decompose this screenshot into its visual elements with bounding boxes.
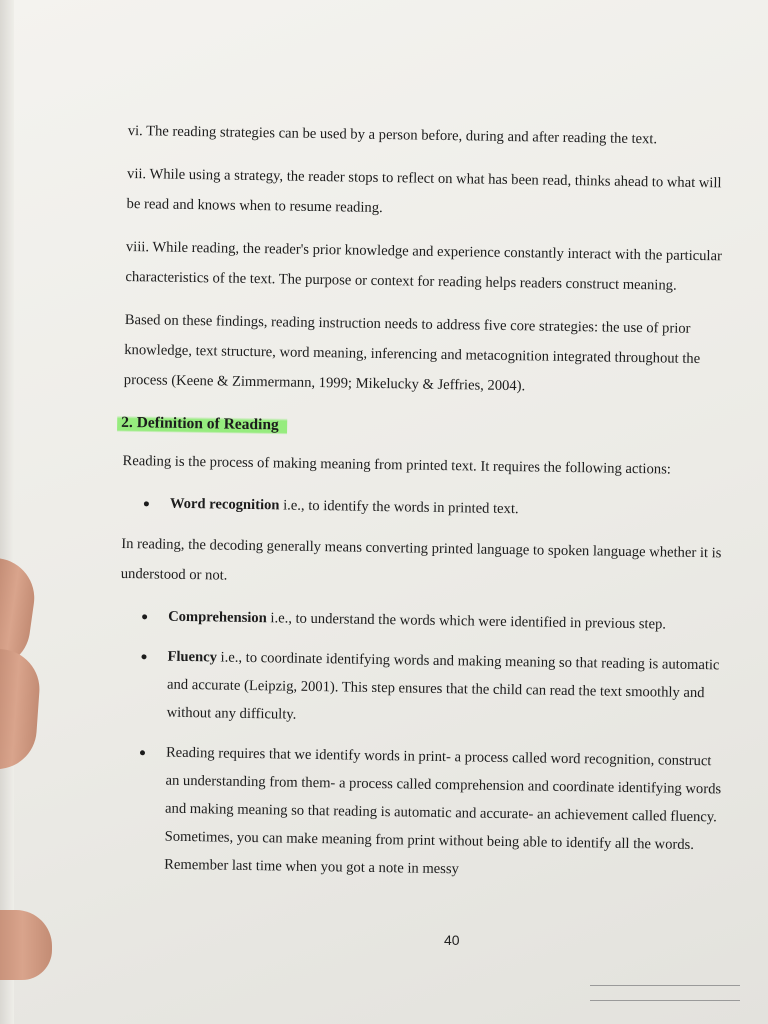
- bullet-list-1: [122, 489, 732, 527]
- paragraph-findings: Based on these findings, reading instruction needs to address five core strategies: the use of prior knowledge, text structure, word meaning, inferencing and metacognition integrated throughout the process (Keene & Zimmermann, 1999; Mikelucky & Jeffries, 2004).: [123, 311, 701, 395]
- section-heading-highlighted: 2. Definition of Reading: [117, 414, 287, 435]
- paragraph-viii: viii. While reading, the reader's prior knowledge and experience constantly interact with the particular characteristics of the text. The purpose or context for reading helps readers construct meaning.: [125, 238, 723, 294]
- bullet-dot-icon: [142, 614, 147, 619]
- bullet-dot-icon: [141, 654, 146, 659]
- bullet-reading-requires: [116, 738, 728, 888]
- paragraph-vii: vii. While using a strategy, the reader stops to reflect on what has been read, thinks ahead to what will be read and knows when to resume reading.: [126, 165, 722, 217]
- bullet-comprehension: [120, 602, 730, 640]
- paragraph-decoding: In reading, the decoding generally means converting printed language to spoken language whether it is understood or not.: [120, 535, 722, 584]
- bullet-text: i.e., to understand the words which were identified in previous step.: [266, 610, 667, 633]
- bullet-text: Reading requires that we identify words in print- a process called word recognition, construct an understanding from them- a process called comprehension and coordinate identifying words and making meaning so that reading is automatic and accurate- an achievement called fluency. Sometimes, you can make meaning from print without being able to identify all the words. Remember last time when you got a note in messy: [164, 744, 722, 878]
- bullet-text: i.e., to identify the words in printed text.: [279, 497, 519, 518]
- bullet-term: Comprehension: [168, 608, 267, 627]
- paragraph-intro: Reading is the process of making meaning from printed text. It requires the following actions:: [122, 452, 671, 478]
- bullet-term: Word recognition: [169, 495, 280, 514]
- page-number: 40: [444, 932, 460, 948]
- bullet-text: i.e., to coordinate identifying words and making meaning so that reading is automatic and accurate (Leipzig, 2001). This step ensures that the child can read the text smoothly and without any difficulty.: [166, 649, 720, 723]
- bottom-rule-lines: [590, 985, 740, 1001]
- bullet-list-2: [116, 602, 730, 888]
- bullet-dot-icon: [144, 501, 149, 506]
- bullet-term: Fluency: [167, 648, 218, 666]
- bullet-word-recognition: [122, 489, 732, 527]
- bullet-fluency: [118, 642, 729, 736]
- paragraph-vi: vi. The reading strategies can be used by a person before, during and after reading the text.: [127, 122, 658, 148]
- page-edge: [0, 0, 14, 1024]
- page-content: [116, 116, 738, 899]
- bullet-dot-icon: [140, 750, 145, 755]
